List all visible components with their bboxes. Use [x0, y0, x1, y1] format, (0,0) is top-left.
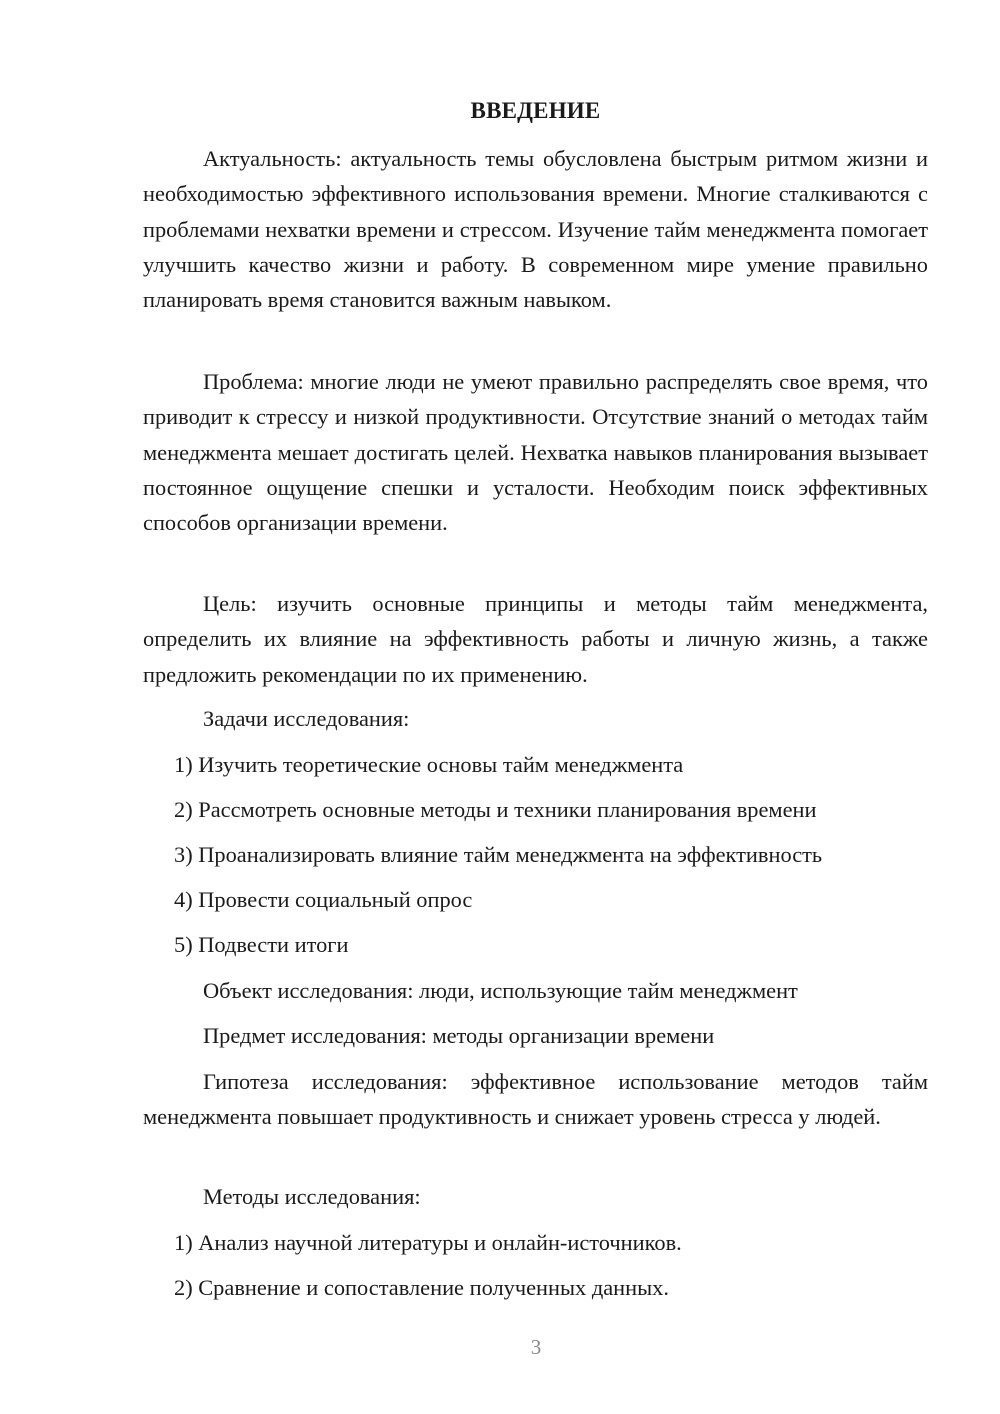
task-item: 5) Подвести итоги [174, 932, 349, 957]
research-subject: Предмет исследования: методы организации времени [203, 1023, 715, 1048]
task-item: 4) Провести социальный опрос [174, 887, 473, 912]
task-item: 3) Проанализировать влияние тайм менеджмента на эффективность [174, 842, 823, 867]
page-number: 3 [530, 1335, 542, 1359]
relevance-paragraph: Актуальность: актуальность темы обусловлена быстрым ритмом жизни и необходимостью эффективного использования времени. Многие сталкиваются с проблемами нехватки времени и стрессом. Изучение тайм менеджмента помогает улучшить качество жизни и работу. В современном мире умение правильно планировать время становится важным навыком. [143, 146, 928, 313]
hypothesis-paragraph: Гипотеза исследования: эффективное использование методов тайм менеджмента повышает продуктивность и снижает уровень стресса у людей. [143, 1069, 928, 1130]
goal-paragraph: Цель: изучить основные принципы и методы тайм менеджмента, определить их влияние на эффективность работы и личную жизнь, а также предложить рекомендации по их применению. [143, 591, 928, 687]
method-item: 2) Сравнение и сопоставление полученных данных. [174, 1275, 669, 1300]
methods-label: Методы исследования: [203, 1184, 421, 1209]
method-item: 1) Анализ научной литературы и онлайн-источников. [174, 1230, 682, 1255]
page-title: ВВЕДЕНИЕ [470, 98, 601, 123]
task-item: 1) Изучить теоретические основы тайм менеджмента [174, 752, 684, 777]
problem-paragraph: Проблема: многие люди не умеют правильно распределять свое время, что приводит к стрессу и низкой продуктивности. Отсутствие знаний о методах тайм менеджмента мешает достигать целей. Нехватка навыков планирования вызывает постоянное ощущение спешки и усталости. Необходим поиск эффективных способов организации времени. [143, 369, 928, 536]
research-object: Объект исследования: люди, использующие тайм менеджмент [203, 978, 798, 1003]
tasks-label: Задачи исследования: [203, 706, 410, 731]
task-item: 2) Рассмотреть основные методы и техники планирования времени [174, 797, 817, 822]
